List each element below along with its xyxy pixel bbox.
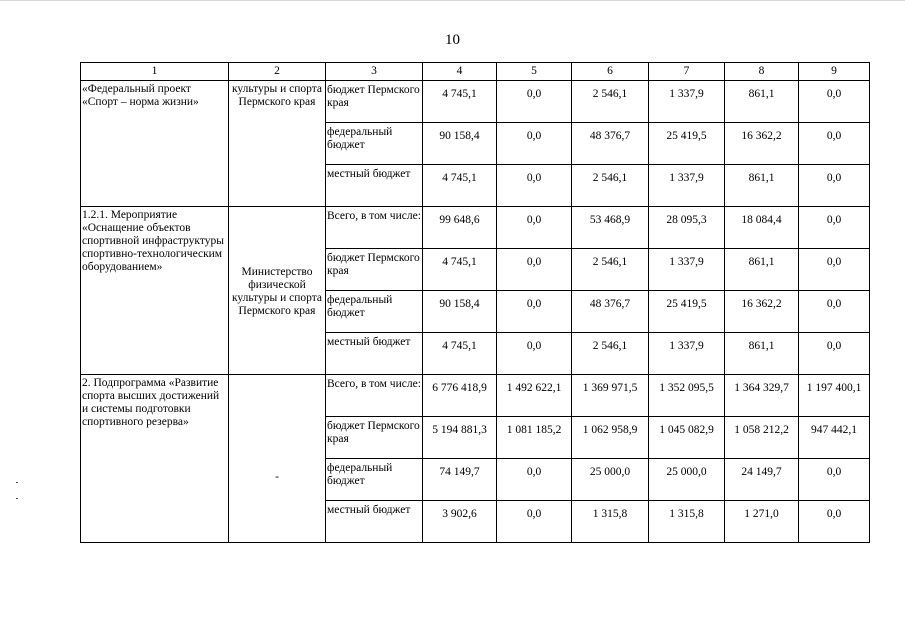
program-name-cell: «Федеральный проект «Спорт – норма жизни» <box>81 81 229 207</box>
value-cell: 25 000,0 <box>649 459 725 501</box>
value-cell: 90 158,4 <box>423 291 497 333</box>
executor-dash: - <box>275 471 279 483</box>
funding-source-cell: местный бюджет <box>326 501 423 543</box>
table-row <box>81 81 870 123</box>
value-cell: 1 315,8 <box>649 501 725 543</box>
value-cell: 1 337,9 <box>649 165 725 207</box>
value-cell: 861,1 <box>725 81 799 123</box>
executor-cell: культуры и спорта Пермского края <box>229 81 326 207</box>
funding-source-cell: федеральный бюджет <box>326 459 423 501</box>
value-cell: 4 745,1 <box>423 165 497 207</box>
value-cell: 0,0 <box>799 123 870 165</box>
value-cell: 0,0 <box>497 81 572 123</box>
value-cell: 0,0 <box>799 249 870 291</box>
value-cell: 24 149,7 <box>725 459 799 501</box>
value-cell: 861,1 <box>725 333 799 375</box>
value-cell: 0,0 <box>497 291 572 333</box>
column-header: 5 <box>497 63 572 81</box>
executor-cell: Министерство физической культуры и спорта Пермского края <box>229 207 326 375</box>
value-cell: 99 648,6 <box>423 207 497 249</box>
value-cell: 4 745,1 <box>423 81 497 123</box>
column-header: 1 <box>81 63 229 81</box>
value-cell: 0,0 <box>497 459 572 501</box>
value-cell: 48 376,7 <box>572 291 649 333</box>
value-cell: 5 194 881,3 <box>423 417 497 459</box>
value-cell: 0,0 <box>497 165 572 207</box>
column-number-row <box>81 63 870 81</box>
value-cell: 1 369 971,5 <box>572 375 649 417</box>
table-row <box>81 375 870 417</box>
value-cell: 4 745,1 <box>423 333 497 375</box>
funding-source-cell: бюджет Пермского края <box>326 81 423 123</box>
value-cell: 48 376,7 <box>572 123 649 165</box>
funding-source-cell: Всего, в том числе: <box>326 375 423 417</box>
column-header: 6 <box>572 63 649 81</box>
value-cell: 1 062 958,9 <box>572 417 649 459</box>
executor-cell <box>229 375 326 543</box>
value-cell: 0,0 <box>799 207 870 249</box>
value-cell: 53 468,9 <box>572 207 649 249</box>
value-cell: 1 271,0 <box>725 501 799 543</box>
value-cell: 4 745,1 <box>423 249 497 291</box>
value-cell: 1 352 095,5 <box>649 375 725 417</box>
budget-table-container <box>80 62 870 543</box>
budget-table <box>80 62 870 543</box>
value-cell: 861,1 <box>725 165 799 207</box>
column-header: 2 <box>229 63 326 81</box>
value-cell: 947 442,1 <box>799 417 870 459</box>
value-cell: 1 197 400,1 <box>799 375 870 417</box>
value-cell: 28 095,3 <box>649 207 725 249</box>
value-cell: 0,0 <box>497 501 572 543</box>
page-number: 10 <box>445 32 460 48</box>
value-cell: 2 546,1 <box>572 249 649 291</box>
column-header: 4 <box>423 63 497 81</box>
value-cell: 0,0 <box>497 333 572 375</box>
value-cell: 25 419,5 <box>649 291 725 333</box>
value-cell: 0,0 <box>497 123 572 165</box>
value-cell: 1 315,8 <box>572 501 649 543</box>
value-cell: 0,0 <box>497 249 572 291</box>
value-cell: 74 149,7 <box>423 459 497 501</box>
value-cell: 18 084,4 <box>725 207 799 249</box>
scan-margin-mark <box>16 498 18 499</box>
value-cell: 1 492 622,1 <box>497 375 572 417</box>
value-cell: 16 362,2 <box>725 291 799 333</box>
value-cell: 1 364 329,7 <box>725 375 799 417</box>
funding-source-cell: местный бюджет <box>326 165 423 207</box>
funding-source-cell: бюджет Пермского края <box>326 249 423 291</box>
column-header: 9 <box>799 63 870 81</box>
program-name-cell: 2. Подпрограмма «Развитие спорта высших достижений и системы подготовки спортивного резерва» <box>81 375 229 543</box>
scan-top-edge <box>0 0 905 1</box>
value-cell: 2 546,1 <box>572 165 649 207</box>
value-cell: 1 337,9 <box>649 333 725 375</box>
value-cell: 1 337,9 <box>649 81 725 123</box>
value-cell: 3 902,6 <box>423 501 497 543</box>
value-cell: 0,0 <box>799 81 870 123</box>
value-cell: 1 058 212,2 <box>725 417 799 459</box>
value-cell: 25 000,0 <box>572 459 649 501</box>
value-cell: 16 362,2 <box>725 123 799 165</box>
value-cell: 0,0 <box>799 501 870 543</box>
value-cell: 0,0 <box>799 333 870 375</box>
value-cell: 90 158,4 <box>423 123 497 165</box>
value-cell: 6 776 418,9 <box>423 375 497 417</box>
value-cell: 0,0 <box>497 207 572 249</box>
value-cell: 1 337,9 <box>649 249 725 291</box>
value-cell: 2 546,1 <box>572 333 649 375</box>
column-header: 3 <box>326 63 423 81</box>
column-header: 7 <box>649 63 725 81</box>
funding-source-cell: Всего, в том числе: <box>326 207 423 249</box>
value-cell: 0,0 <box>799 459 870 501</box>
funding-source-cell: федеральный бюджет <box>326 123 423 165</box>
value-cell: 861,1 <box>725 249 799 291</box>
value-cell: 2 546,1 <box>572 81 649 123</box>
table-row <box>81 207 870 249</box>
funding-source-cell: федеральный бюджет <box>326 291 423 333</box>
funding-source-cell: бюджет Пермского края <box>326 417 423 459</box>
value-cell: 1 045 082,9 <box>649 417 725 459</box>
value-cell: 0,0 <box>799 291 870 333</box>
value-cell: 1 081 185,2 <box>497 417 572 459</box>
value-cell: 25 419,5 <box>649 123 725 165</box>
scan-margin-mark <box>16 482 18 483</box>
value-cell: 0,0 <box>799 165 870 207</box>
funding-source-cell: местный бюджет <box>326 333 423 375</box>
program-name-cell: 1.2.1. Мероприятие «Оснащение объектов спортивной инфраструктуры спортивно-технологическим оборудованием» <box>81 207 229 375</box>
column-header: 8 <box>725 63 799 81</box>
